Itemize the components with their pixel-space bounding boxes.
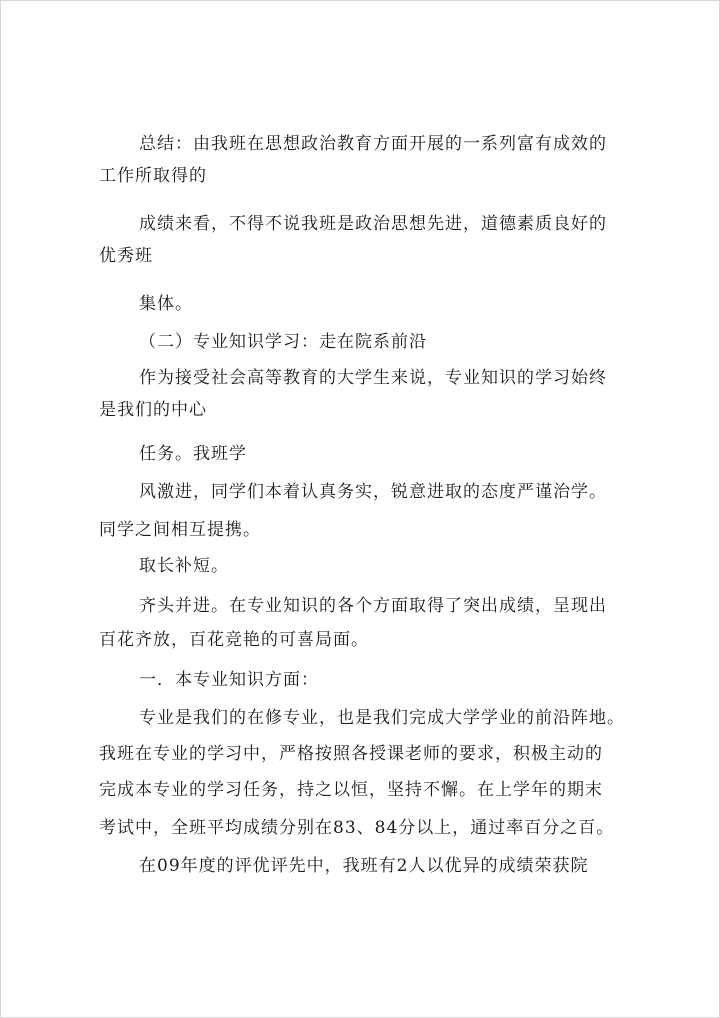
text-line: 优秀班	[99, 246, 153, 266]
subsection-heading: 一．本专业知识方面：	[139, 670, 319, 690]
text-line: 考试中，全班平均成绩分别在83、84分以上，通过率百分之百。	[99, 818, 615, 838]
text-line: 我班在专业的学习中，严格按照各授课老师的要求，积极主动的	[99, 744, 603, 764]
text-line: 同学之间相互提携。	[99, 520, 261, 540]
text-line: 总结：由我班在思想政治教育方面开展的一系列富有成效的	[139, 134, 607, 154]
text-line: 百花齐放，百花竞艳的可喜局面。	[99, 630, 369, 650]
text-line: 任务。我班学	[139, 444, 247, 464]
text-line: 成绩来看，不得不说我班是政治思想先进，道德素质良好的	[139, 214, 607, 234]
text-line: 专业是我们的在修专业，也是我们完成大学学业的前沿阵地。	[139, 708, 625, 728]
text-line: 是我们的中心	[99, 400, 207, 420]
text-line: 取长补短。	[139, 556, 229, 576]
text-line: 在09年度的评优评先中，我班有2人以优异的成绩荣获院	[139, 856, 589, 876]
text-line: 工作所取得的	[99, 166, 207, 186]
text-line: 作为接受社会高等教育的大学生来说，专业知识的学习始终	[139, 368, 607, 388]
section-heading: （二）专业知识学习：走在院系前沿	[139, 332, 427, 352]
text-line: 完成本专业的学习任务，持之以恒，坚持不懈。在上学年的期末	[99, 780, 603, 800]
text-line: 齐头并进。在专业知识的各个方面取得了突出成绩，呈现出	[139, 596, 607, 616]
text-line: 集体。	[139, 294, 193, 314]
text-line: 风激进，同学们本着认真务实，锐意进取的态度严谨治学。	[139, 482, 607, 502]
